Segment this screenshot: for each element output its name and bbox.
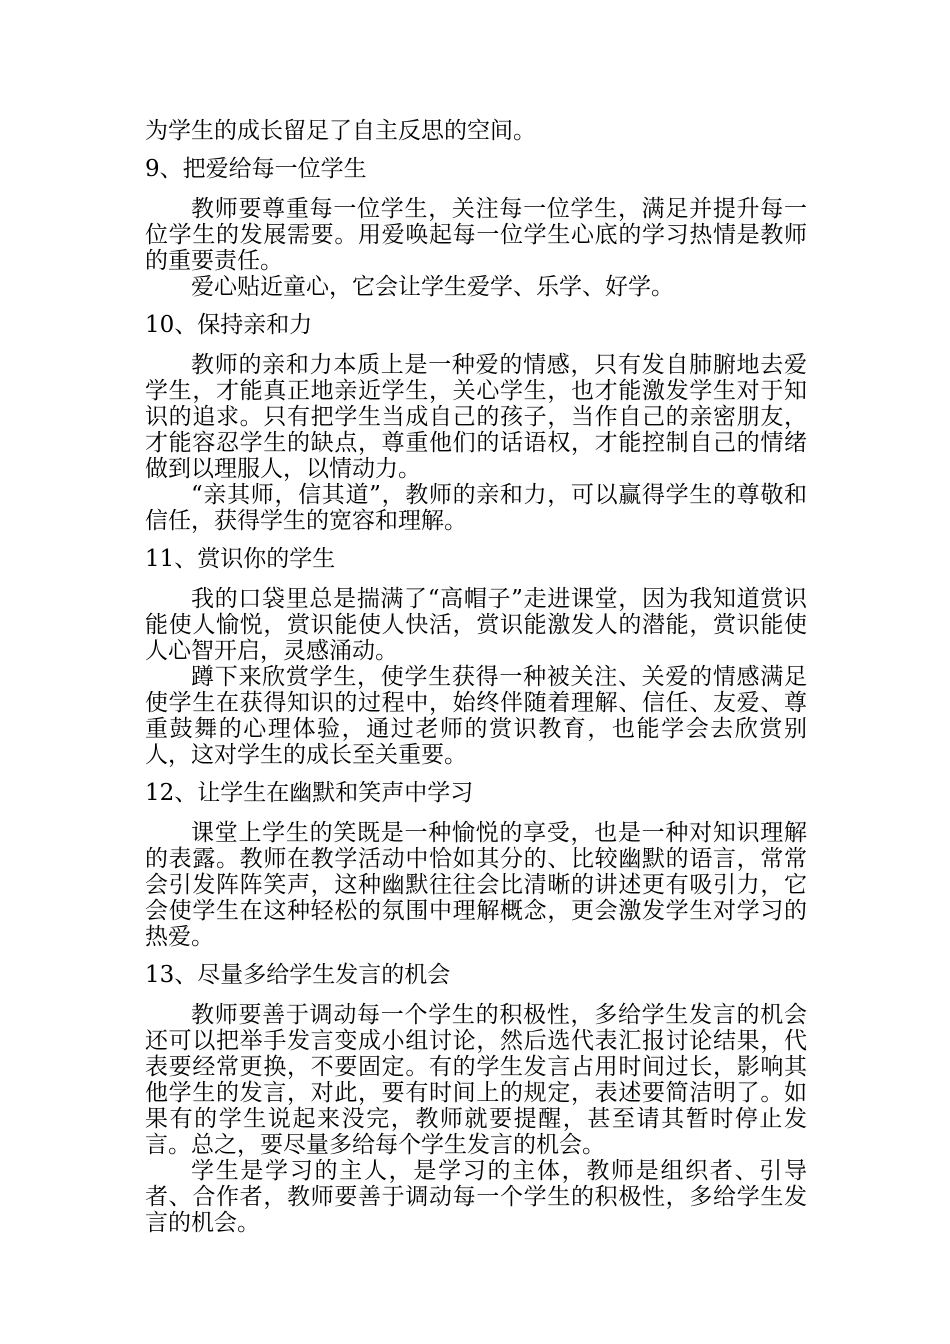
section-heading: 9、把爱给每一位学生 (145, 156, 367, 182)
intro-line: 为学生的成长留足了自主反思的空间。 (145, 118, 536, 144)
section-heading: 10、保持亲和力 (145, 312, 313, 338)
section-paragraph: 我的口袋里总是揣满了“高帽子”走进课堂，因为我知道赏识能使人愉悦，赏识能使人快活，赏识能激发人的潜能，赏识能使人心智开启，灵感涌动。 (145, 586, 807, 664)
section-9 (145, 156, 807, 300)
section-12 (145, 780, 807, 950)
document-page (145, 118, 807, 1236)
section-paragraph: 教师要善于调动每一个学生的积极性，多给学生发言的机会还可以把举手发言变成小组讨论，然后选代表汇报讨论结果，代表要经常更换，不要固定。有的学生发言占用时间过长，影响其他学生的发言，对此，要有时间上的规定，表述要简洁明了。如果有的学生说起来没完，教师就要提醒，甚至请其暂时停止发言。总之，要尽量多给每个学生发言的机会。 (145, 1002, 807, 1158)
section-paragraph: 学生是学习的主人，是学习的主体，教师是组织者、引导者、合作者，教师要善于调动每一个学生的积极性，多给学生发言的机会。 (145, 1158, 807, 1236)
section-paragraph: 教师要尊重每一位学生，关注每一位学生，满足并提升每一位学生的发展需要。用爱唤起每一位学生心底的学习热情是教师的重要责任。 (145, 196, 807, 274)
section-10 (145, 312, 807, 534)
section-paragraph: 爱心贴近童心，它会让学生爱学、乐学、好学。 (191, 274, 674, 300)
section-13 (145, 962, 807, 1236)
section-paragraph: 教师的亲和力本质上是一种爱的情感，只有发自肺腑地去爱学生，才能真正地亲近学生，关心学生，也才能激发学生对于知识的追求。只有把学生当成自己的孩子，当作自己的亲密朋友，才能容忍学生的缺点，尊重他们的话语权，才能控制自己的情绪做到以理服人，以情动力。 (145, 352, 807, 482)
section-heading: 13、尽量多给学生发言的机会 (145, 962, 451, 988)
section-heading: 12、让学生在幽默和笑声中学习 (145, 780, 474, 806)
section-paragraph: “亲其师，信其道”，教师的亲和力，可以赢得学生的尊敬和信任，获得学生的宽容和理解。 (145, 482, 807, 534)
section-paragraph: 蹲下来欣赏学生，使学生获得一种被关注、关爱的情感满足使学生在获得知识的过程中，始终伴随着理解、信任、友爱、尊重鼓舞的心理体验，通过老师的赏识教育，也能学会去欣赏别人，这对学生的成长至关重要。 (145, 664, 807, 768)
section-11 (145, 546, 807, 768)
section-paragraph: 课堂上学生的笑既是一种愉悦的享受，也是一种对知识理解的表露。教师在教学活动中恰如其分的、比较幽默的语言，常常会引发阵阵笑声，这种幽默往往会比清晰的讲述更有吸引力，它会使学生在这种轻松的氛围中理解概念，更会激发学生对学习的热爱。 (145, 820, 807, 950)
section-heading: 11、赏识你的学生 (145, 546, 336, 572)
